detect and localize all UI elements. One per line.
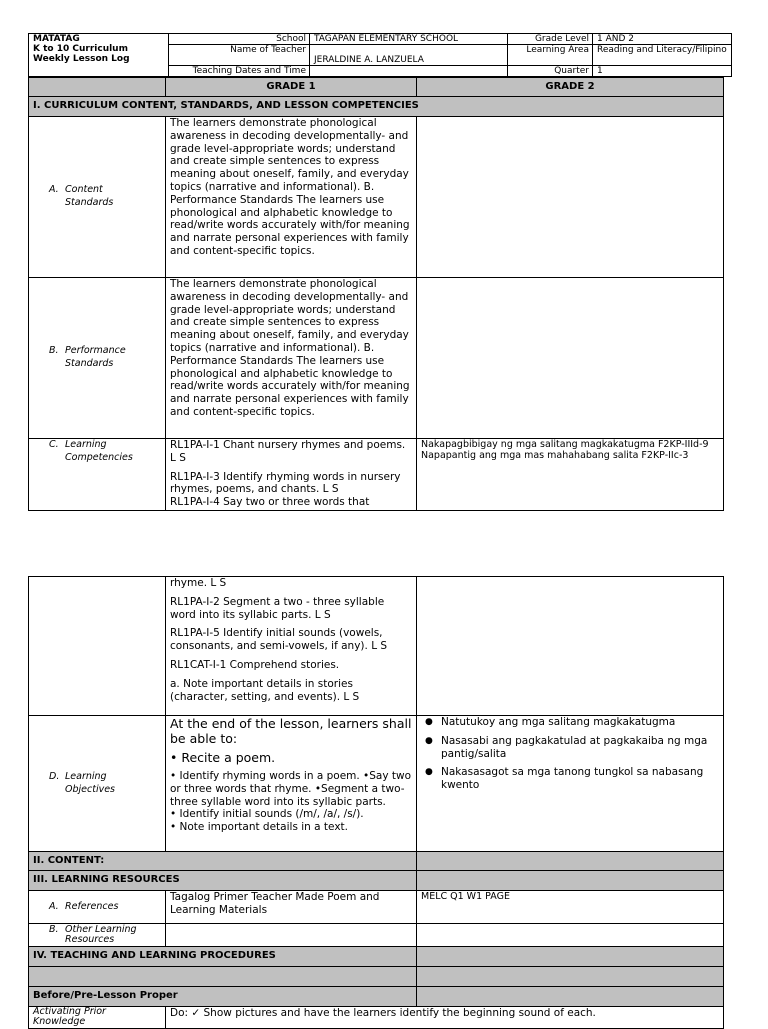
- other-resources-text: Other Learning Resources: [65, 924, 137, 945]
- performance-standards-grade2: [417, 278, 724, 439]
- school-value: TAGAPAN ELEMENTARY SCHOOL: [310, 34, 508, 45]
- before-lesson-title: Before/Pre-Lesson Proper: [29, 987, 417, 1007]
- other-resources-letter: B.: [49, 924, 59, 935]
- dates-value: [310, 66, 508, 77]
- learning-objectives-grade2: [417, 716, 724, 852]
- learning-area-label: Learning Area: [508, 45, 593, 66]
- learning-competencies-grade2: [417, 439, 724, 511]
- other-resources-label: [29, 924, 166, 947]
- competencies-continued-label: [29, 577, 166, 716]
- learning-objectives-text: Learning Objectives: [65, 770, 115, 795]
- procedures-blank-row: [29, 967, 417, 987]
- competency-item-grade2: Nakapagbibigay ng mga salitang magkakatugma F2KP-IIId-9: [421, 439, 709, 450]
- content-standards-grade1: The learners demonstrate phonological awareness in decoding developmentally- and grade level-appropriate words; understand and create simple sentences to express meaning about oneself, family, and everyday topics (narrative and informational). B. Performance Standards The learners use phonological and alphabetic knowledge to read/write words accurately with/for meaning and narrate personal experiences with family and content-specific topics.: [166, 117, 417, 278]
- objectives-intro: At the end of the lesson, learners shall be able to:: [170, 716, 412, 746]
- references-grade2: MELC Q1 W1 PAGE: [417, 891, 724, 924]
- competency-item: RL1PA-I-2 Segment a two - three syllable word into its syllabic parts. L S: [170, 595, 385, 621]
- section-content-title: II. CONTENT:: [29, 852, 417, 871]
- objective-item: • Identify initial sounds (/m/, /a/, /s/).: [170, 808, 364, 821]
- competency-item: RL1PA-I-1 Chant nursery rhymes and poems. L S: [170, 439, 406, 464]
- grade-level-label: Grade Level: [508, 34, 593, 45]
- learning-objectives-letter: D.: [49, 770, 60, 782]
- references-grade1: Tagalog Primer Teacher Made Poem and Learning Materials: [166, 891, 417, 924]
- competency-item: RL1PA-I-3 Identify rhyming words in nursery rhymes, poems, and chants. L S: [170, 470, 401, 496]
- references-label: [29, 891, 166, 924]
- log-title-line-3: Weekly Lesson Log: [33, 54, 130, 64]
- activating-label: Activating Prior Knowledge: [29, 1007, 166, 1029]
- teacher-label: Name of Teacher: [169, 45, 310, 66]
- grade-level-value: 1 AND 2: [593, 34, 732, 45]
- procedures-blank-grade2: [417, 967, 724, 987]
- content-standards-letter: A.: [49, 184, 59, 196]
- log-title-line-2: K to 10 Curriculum: [33, 44, 128, 54]
- before-lesson-grade2: [417, 987, 724, 1007]
- performance-standards-grade1: The learners demonstrate phonological awareness in decoding developmentally- and grade level-appropriate words; understand and create simple sentences to express meaning about oneself, family, and everyday topics (narrative and informational). B. Performance Standards The learners use phonological and alphabetic knowledge to read/write words accurately with/for meaning and narrate personal experiences with family and content-specific topics.: [166, 278, 417, 439]
- content-standards-grade2: [417, 117, 724, 278]
- section-resources-grade2: [417, 871, 724, 891]
- objective-bullet: ● Natutukoy ang mga salitang magkakatugma: [441, 716, 719, 729]
- column-header-grade1: GRADE 1: [166, 78, 417, 97]
- learning-competencies-letter: C.: [49, 439, 59, 450]
- log-title-cell: [29, 34, 169, 77]
- competency-item: a. Note important details in stories (character, setting, and events). L S: [170, 677, 360, 703]
- competency-item: RL1PA-I-5 Identify initial sounds (vowels, consonants, and semi-vowels, if any). L S: [170, 627, 388, 653]
- objective-bullet: ● Nasasabi ang pagkakatulad at pagkakaiba ng mga pantig/salita: [441, 735, 719, 761]
- learning-competencies-grade1-continued: [166, 577, 417, 716]
- references-text: References: [65, 900, 119, 912]
- column-header-grade2: GRADE 2: [417, 78, 724, 97]
- section-procedures-grade2: [417, 947, 724, 967]
- performance-standards-label: [29, 278, 166, 439]
- lesson-table-page-1: [28, 77, 724, 511]
- header-table: [28, 33, 732, 77]
- competency-item: rhyme. L S: [170, 577, 227, 589]
- objective-item: • Identify rhyming words in a poem. •Say two or three words that rhyme. •Segment a two-three syllable word into its syllabic parts.: [170, 770, 412, 808]
- school-label: School: [169, 34, 310, 45]
- teacher-value: JERALDINE A. LANZUELA: [310, 45, 508, 66]
- learning-area-value: Reading and Literacy/Filipino: [593, 45, 732, 66]
- learning-objectives-grade1: [166, 716, 417, 852]
- section-content-grade2: [417, 852, 724, 871]
- references-letter: A.: [49, 900, 59, 912]
- objective-bullet: ● Nakasasagot sa mga tanong tungkol sa nabasang kwento: [441, 766, 719, 792]
- competencies-continued-grade2: [417, 577, 724, 716]
- dates-label: Teaching Dates and Time: [169, 66, 310, 77]
- performance-standards-text: Performance Standards: [65, 345, 126, 369]
- performance-standards-letter: B.: [49, 345, 59, 357]
- objective-item: • Recite a poem.: [170, 750, 276, 765]
- learning-competencies-text: Learning Competencies: [65, 439, 133, 463]
- lesson-table-page-2: [28, 576, 724, 1029]
- objective-item: • Note important details in a text.: [170, 821, 348, 834]
- learning-competencies-label: [29, 439, 166, 511]
- learning-competencies-grade1: [166, 439, 417, 511]
- activating-text: Do: ✓ Show pictures and have the learners identify the beginning sound of each.: [166, 1007, 724, 1029]
- other-resources-grade1: [166, 924, 417, 947]
- section-curriculum-title: I. CURRICULUM CONTENT, STANDARDS, AND LESSON COMPETENCIES: [29, 97, 724, 117]
- content-standards-label: [29, 117, 166, 278]
- other-resources-grade2: [417, 924, 724, 947]
- section-resources-title: III. LEARNING RESOURCES: [29, 871, 417, 891]
- learning-objectives-label: [29, 716, 166, 852]
- competency-item: RL1CAT-I-1 Comprehend stories.: [170, 658, 340, 671]
- competency-item: RL1PA-I-4 Say two or three words that: [170, 496, 370, 509]
- quarter-label: Quarter: [508, 66, 593, 77]
- section-procedures-title: IV. TEACHING AND LEARNING PROCEDURES: [29, 947, 417, 967]
- competency-item-grade2: Napapantig ang mga mas mahahabang salita F2KP-IIc-3: [421, 450, 689, 461]
- log-title-line-1: MATATAG: [33, 34, 80, 44]
- column-header-blank: [29, 78, 166, 97]
- quarter-value: 1: [593, 66, 732, 77]
- objectives-list-grade2: [421, 716, 719, 792]
- content-standards-text: Content Standards: [65, 184, 114, 208]
